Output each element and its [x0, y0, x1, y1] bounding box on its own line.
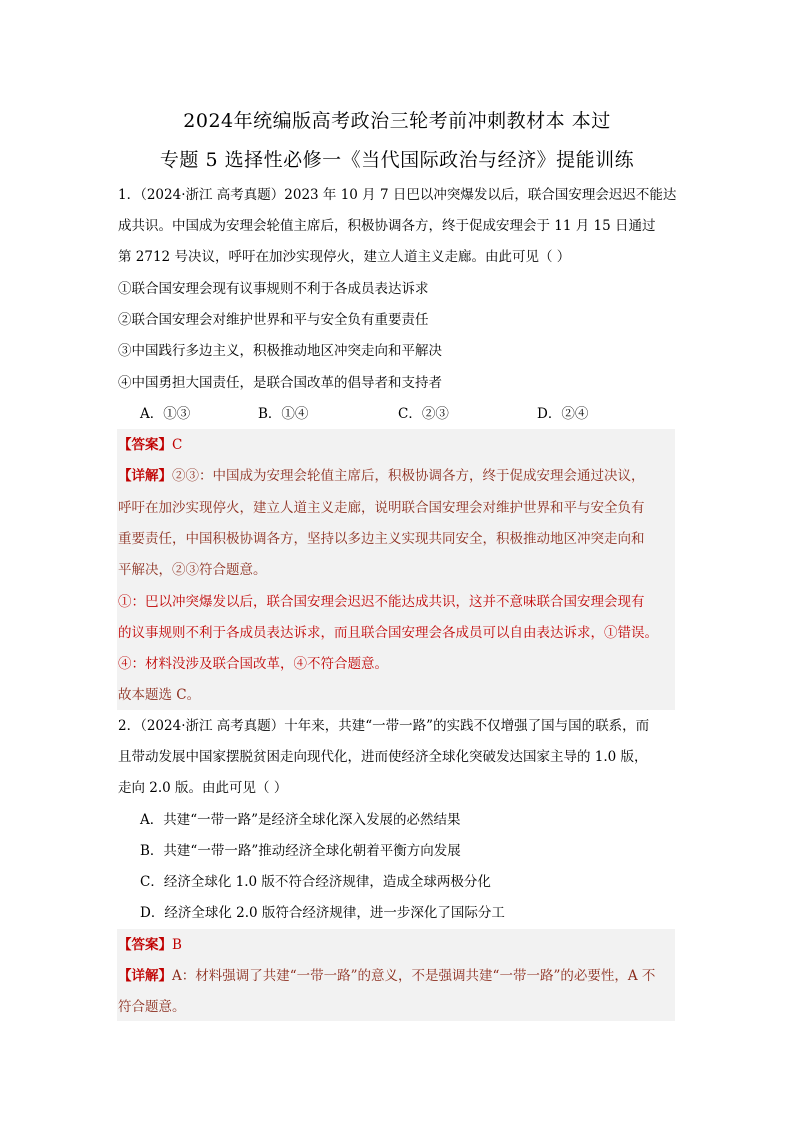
answer-value: C [172, 437, 183, 453]
q1-wrong-line: 的议事规则不利于各成员表达诉求，而且联合国安理会各成员可以自由表达诉求，①错误。 [118, 625, 658, 641]
q2-option-a: A．共建“一带一路”是经济全球化深入发展的必然结果 [140, 812, 461, 828]
q1-option-b: B．①④ [258, 406, 309, 422]
q1-item: ④中国勇担大国责任，是联合国改革的倡导者和支持者 [118, 375, 442, 391]
q1-detail-line: 重要责任，中国积极协调各方，坚持以多边主义实现共同安全，积极推动地区冲突走向和 [118, 531, 645, 547]
q1-detail-line: 平解决，②③符合题意。 [118, 562, 267, 578]
q1-item: ①联合国安理会现有议事规则不利于各成员表达诉求 [118, 281, 429, 297]
q1-stem-line: 1．（2024·浙江 高考真题）2023 年 10 月 7 日巴以冲突爆发以后，联合国安理会迟迟不能达 [118, 187, 677, 203]
detail-label: 【详解】 [118, 468, 172, 484]
q1-conclusion: 故本题选 C。 [118, 687, 201, 703]
q2-stem-line: 2．（2024·浙江 高考真题）十年来，共建“一带一路”的实践不仅增强了国与国的联系，而 [118, 718, 650, 734]
q1-option-c: C．②③ [398, 406, 449, 422]
q2-detail-line: 符合题意。 [118, 999, 186, 1015]
document-subtitle: 专题 5 选择性必修一《当代国际政治与经济》提能训练 [159, 149, 635, 171]
q1-item: ③中国践行多边主义，积极推动地区冲突走向和平解决 [118, 343, 442, 359]
q2-answer [118, 935, 182, 955]
q1-detail-line: 【详解】②③：中国成为安理会轮值主席后，积极协调各方，终于促成安理会通过决议， [118, 468, 645, 484]
q1-stem-line: 成共识。中国成为安理会轮值主席后，积极协调各方，终于促成安理会于 11 月 15 日通过 [118, 218, 656, 234]
answer-label: 【答案】 [118, 437, 172, 453]
answer-label: 【答案】 [118, 937, 172, 953]
q1-answer [118, 435, 182, 455]
q2-detail-line: 【详解】A：材料强调了共建“一带一路”的意义，不是强调共建“一带一路”的必要性，A 不 [118, 968, 656, 984]
detail-label: 【详解】 [118, 968, 172, 984]
answer-value: B [172, 937, 182, 953]
q2-option-d: D．经济全球化 2.0 版符合经济规律，进一步深化了国际分工 [140, 905, 505, 921]
q1-option-a: A．①③ [140, 406, 191, 422]
q1-wrong-line: ①：巴以冲突爆发以后，联合国安理会迟迟不能达成共识，这并不意味联合国安理会现有 [118, 594, 645, 610]
q2-stem-line: 且带动发展中国家摆脱贫困走向现代化，进而使经济全球化突破发达国家主导的 1.0 版， [118, 749, 648, 765]
q1-wrong-line: ④：材料没涉及联合国改革，④不符合题意。 [118, 656, 388, 672]
q2-option-c: C．经济全球化 1.0 版不符合经济规律，造成全球两极分化 [140, 874, 491, 890]
q2-stem-line: 走向 2.0 版。由此可见（ ） [118, 780, 288, 796]
document-title: 2024年统编版高考政治三轮考前冲刺教材本 本过 [183, 110, 611, 132]
q1-stem-line: 第 2712 号决议，呼吁在加沙实现停火，建立人道主义走廊。由此可见（ ） [118, 249, 571, 265]
q1-option-d: D．②④ [537, 406, 589, 422]
q1-detail-line: 呼吁在加沙实现停火，建立人道主义走廊，说明联合国安理会对维护世界和平与安全负有 [118, 500, 645, 516]
q1-item: ②联合国安理会对维护世界和平与安全负有重要责任 [118, 312, 429, 328]
q2-option-b: B．共建“一带一路”推动经济全球化朝着平衡方向发展 [140, 843, 461, 859]
